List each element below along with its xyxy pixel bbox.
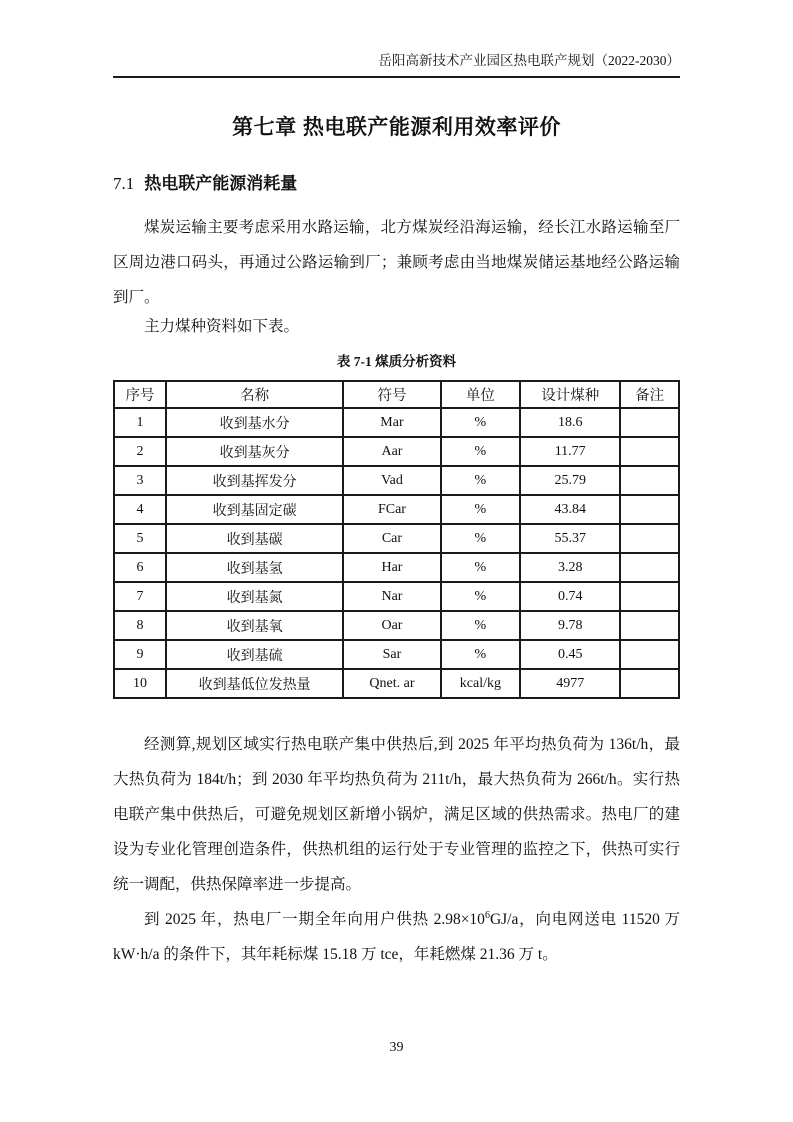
coal-quality-table	[113, 380, 680, 699]
table-cell: %	[441, 611, 521, 640]
table-cell: 收到基挥发分	[166, 466, 343, 495]
table-cell: 0.45	[520, 640, 620, 669]
table-cell: 18.6	[520, 408, 620, 437]
table-cell: Nar	[343, 582, 440, 611]
table-column-header: 单位	[441, 381, 521, 408]
table-cell: FCar	[343, 495, 440, 524]
document-title: 岳阳高新技术产业园区热电联产规划（2022-2030）	[378, 53, 680, 68]
table-cell: 0.74	[520, 582, 620, 611]
table-cell: Har	[343, 553, 440, 582]
table-row	[114, 611, 679, 640]
table-cell: 9.78	[520, 611, 620, 640]
table-row	[114, 495, 679, 524]
paragraph-coal-transport: 煤炭运输主要考虑采用水路运输，北方煤炭经沿海运输，经长江水路运输至厂区周边港口码头，再通过公路运输到厂；兼顾考虑由当地煤炭储运基地经公路运输到厂。	[113, 219, 680, 307]
table-cell: 4977	[520, 669, 620, 698]
table-cell	[620, 582, 679, 611]
section-title: 热电联产能源消耗量	[144, 174, 298, 193]
table-cell: 3	[114, 466, 166, 495]
section-number: 7.1	[113, 174, 135, 193]
table-row	[114, 553, 679, 582]
table-cell: %	[441, 495, 521, 524]
table-cell: 收到基氮	[166, 582, 343, 611]
table-row	[114, 640, 679, 669]
table-cell: 6	[114, 553, 166, 582]
table-cell: 11.77	[520, 437, 620, 466]
table-cell: 2	[114, 437, 166, 466]
table-cell: %	[441, 582, 521, 611]
paragraph-table-intro: 主力煤种资料如下表。	[144, 318, 300, 336]
table-column-header: 符号	[343, 381, 440, 408]
table-row	[114, 582, 679, 611]
table-body	[114, 408, 679, 698]
table-cell: %	[441, 408, 521, 437]
table-row	[114, 524, 679, 553]
table-cell: Car	[343, 524, 440, 553]
table-cell: 7	[114, 582, 166, 611]
table-column-header: 备注	[620, 381, 679, 408]
table-cell: 收到基灰分	[166, 437, 343, 466]
table-cell	[620, 669, 679, 698]
page-number: 39	[389, 1040, 404, 1055]
table-cell: kcal/kg	[441, 669, 521, 698]
page-header	[113, 0, 680, 78]
table-cell: 8	[114, 611, 166, 640]
table-cell	[620, 437, 679, 466]
paragraph-energy-consumption	[113, 902, 680, 972]
table-cell: 25.79	[520, 466, 620, 495]
table-column-header: 设计煤种	[520, 381, 620, 408]
table-row	[114, 437, 679, 466]
table-cell: Mar	[343, 408, 440, 437]
paragraph3-text-after: GJ/a，向电网送电 11520 万 kW·h/a 的条件下，其年耗标煤 15.18 万 tce，年耗燃煤 21.36 万 t。	[113, 911, 680, 964]
table-cell: Oar	[343, 611, 440, 640]
table-cell	[620, 611, 679, 640]
table-cell: 10	[114, 669, 166, 698]
table-caption: 表 7-1 煤质分析资料	[336, 354, 457, 370]
table-cell: %	[441, 640, 521, 669]
table-cell: Qnet. ar	[343, 669, 440, 698]
table-cell: Vad	[343, 466, 440, 495]
table-cell	[620, 524, 679, 553]
table-cell	[620, 640, 679, 669]
table-column-header: 名称	[166, 381, 343, 408]
table-header-row	[114, 381, 679, 408]
table-cell: %	[441, 553, 521, 582]
paragraph3-text-before: 到 2025 年，热电厂一期全年向用户供热 2.98×10	[144, 911, 485, 929]
table-cell: 3.28	[520, 553, 620, 582]
table-cell: 收到基氧	[166, 611, 343, 640]
table-cell: 收到基碳	[166, 524, 343, 553]
table-cell	[620, 495, 679, 524]
table-cell	[620, 466, 679, 495]
section-heading	[113, 172, 680, 196]
table-row	[114, 669, 679, 698]
table-cell: 4	[114, 495, 166, 524]
table-row	[114, 408, 679, 437]
table-cell: 收到基低位发热量	[166, 669, 343, 698]
table-cell	[620, 408, 679, 437]
table-column-header: 序号	[114, 381, 166, 408]
paragraph-heat-load: 经测算,规划区域实行热电联产集中供热后,到 2025 年平均热负荷为 136t/h，最大热负荷为 184t/h；到 2030 年平均热负荷为 211t/h，最大热负荷为 266t/h。实行热电联产集中供热后，可避免规划区新增小锅炉，满足区域的供热需求。热电厂的建设为专业化管理创造条件，供热机组的运行处于专业管理的监控之下，供热可实行统一调配，供热保障率进一步提高。	[113, 736, 680, 894]
table-cell	[620, 553, 679, 582]
table-cell: Aar	[343, 437, 440, 466]
chapter-title: 第七章 热电联产能源利用效率评价	[232, 116, 561, 139]
table-cell: %	[441, 437, 521, 466]
table-cell: %	[441, 466, 521, 495]
table-cell: Sar	[343, 640, 440, 669]
table-cell: 1	[114, 408, 166, 437]
table-cell: 收到基硫	[166, 640, 343, 669]
table-row	[114, 466, 679, 495]
table-cell: %	[441, 524, 521, 553]
table-cell: 9	[114, 640, 166, 669]
table-cell: 收到基氢	[166, 553, 343, 582]
table-cell: 55.37	[520, 524, 620, 553]
table-cell: 43.84	[520, 495, 620, 524]
table-cell: 收到基固定碳	[166, 495, 343, 524]
table-cell: 收到基水分	[166, 408, 343, 437]
table-cell: 5	[114, 524, 166, 553]
superscript-exponent: 6	[484, 909, 490, 921]
